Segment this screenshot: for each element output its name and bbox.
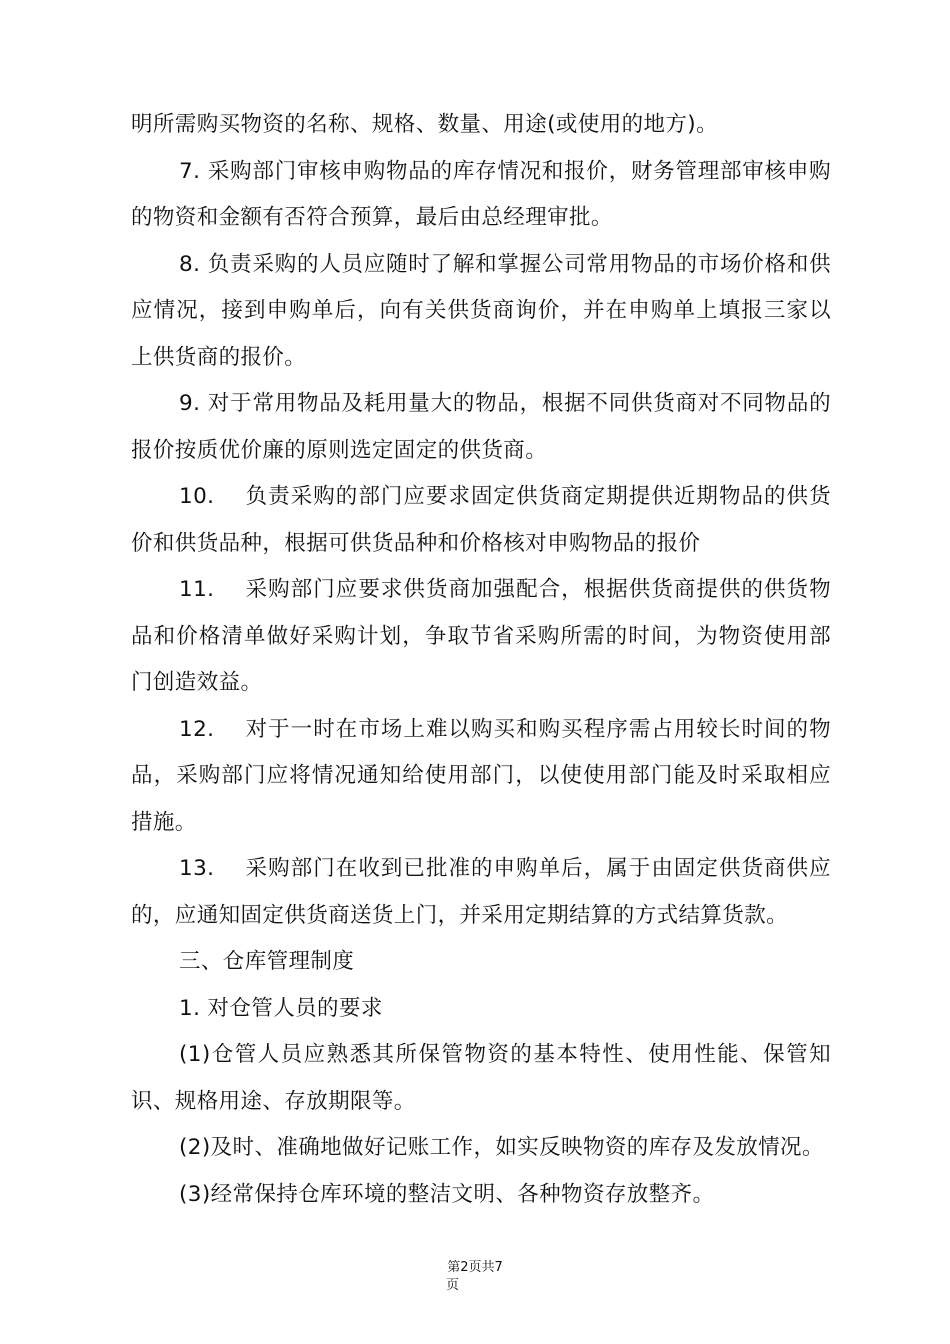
section-heading: 三、仓库管理制度 bbox=[179, 949, 355, 974]
requirement-1: (1)仓管人员应熟悉其所保管物资的基本特性、使用性能、保管知识、规格用途、存放期限等。 bbox=[131, 1042, 831, 1114]
item-number: 13. bbox=[179, 856, 215, 881]
page-number-line1: 第2页共7 bbox=[447, 1260, 503, 1275]
requirement-2: (2)及时、准确地做好记账工作，如实反映物资的库存及发放情况。 bbox=[179, 1135, 824, 1160]
page-number-line2: 页 bbox=[446, 1278, 460, 1293]
document-body bbox=[131, 102, 831, 1218]
item-number: 10. bbox=[179, 484, 215, 509]
item-text: 采购部门在收到已批准的申购单后，属于由固定供货商供应的，应通知固定供货商送货上门，并采用定期结算的方式结算货款。 bbox=[131, 856, 831, 928]
subsection-heading: 1. 对仓管人员的要求 bbox=[179, 995, 383, 1021]
item-number: 11. bbox=[179, 577, 215, 602]
item-text: 负责采购的部门应要求固定供货商定期提供近期物品的供货价和供货品种，根据可供货品种和价格核对申购物品的报价 bbox=[131, 484, 831, 556]
paragraph-item-8: 8. 负责采购的人员应随时了解和掌握公司常用物品的市场价格和供应情况，接到申购单后，向有关供货商询价，并在申购单上填报三家以上供货商的报价。 bbox=[131, 251, 831, 370]
item-text: 采购部门应要求供货商加强配合，根据供货商提供的供货物品和价格清单做好采购计划，争取节省采购所需的时间，为物资使用部门创造效益。 bbox=[131, 577, 831, 695]
paragraph-item-9: 9. 对于常用物品及耗用量大的物品，根据不同供货商对不同物品的报价按质优价廉的原则选定固定的供货商。 bbox=[131, 391, 831, 463]
requirement-3: (3)经常保持仓库环境的整洁文明、各种物资存放整齐。 bbox=[179, 1181, 715, 1207]
paragraph-item-7: 7. 采购部门审核申购物品的库存情况和报价，财务管理部审核申购的物资和金额有否符合预算，最后由总经理审批。 bbox=[131, 158, 831, 230]
paragraph-continuation: 明所需购买物资的名称、规格、数量、用途(或使用的地方)。 bbox=[131, 112, 718, 137]
item-number: 12. bbox=[179, 716, 215, 742]
paragraph-item-12 bbox=[131, 707, 831, 847]
page-footer bbox=[0, 1259, 950, 1295]
paragraph-item-11 bbox=[131, 567, 831, 707]
paragraph-item-13 bbox=[131, 846, 831, 939]
item-text: 对于一时在市场上难以购买和购买程序需占用较长时间的物品，采购部门应将情况通知给使用部门，以使使用部门能及时采取相应措施。 bbox=[131, 716, 831, 835]
paragraph-item-10 bbox=[131, 474, 831, 567]
